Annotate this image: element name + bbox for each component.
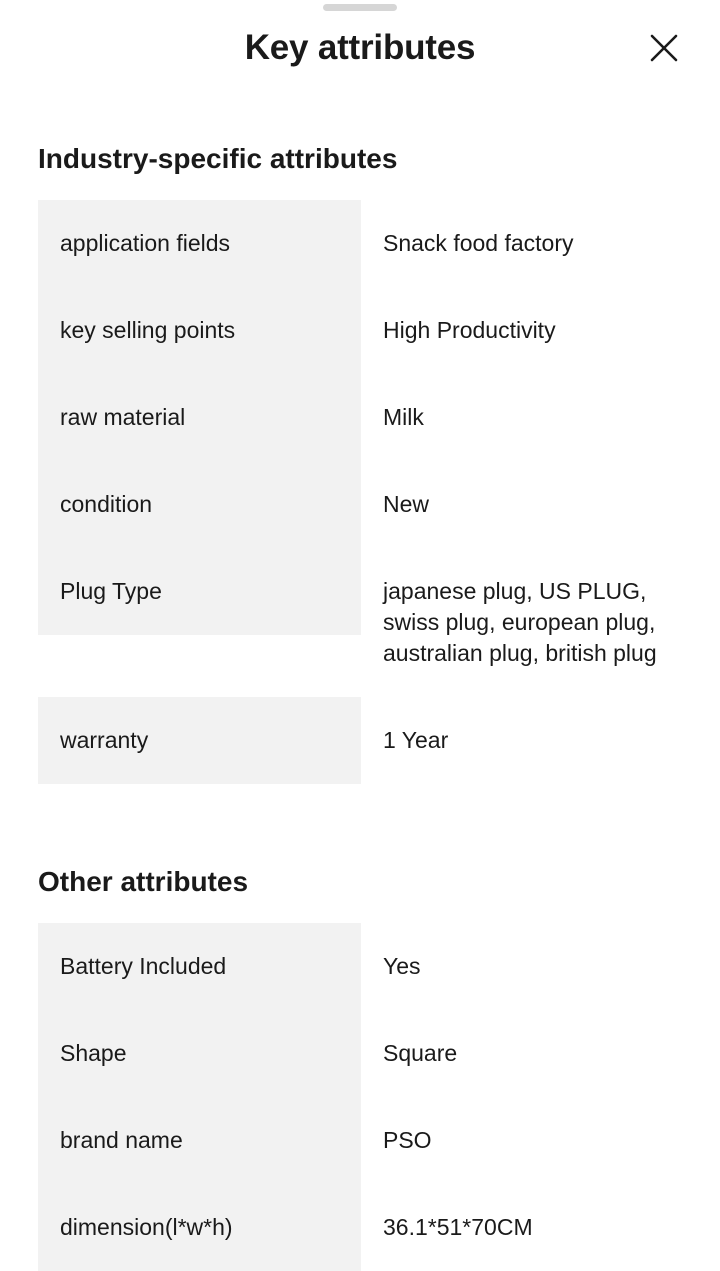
table-row (38, 374, 682, 461)
attribute-value: 1 Year (361, 697, 682, 784)
table-row (38, 1184, 682, 1271)
page-title: Key attributes (244, 28, 476, 67)
attribute-value: Square (361, 1010, 682, 1097)
table-row (38, 461, 682, 548)
attribute-value: Yes (361, 923, 682, 1010)
table-row (38, 548, 682, 697)
section-title-industry: Industry-specific attributes (38, 143, 398, 174)
section-gap (0, 784, 720, 866)
attributes-table-other (38, 923, 682, 1271)
table-row (38, 697, 682, 784)
attribute-value: 36.1*51*70CM (361, 1184, 682, 1271)
table-row (38, 1097, 682, 1184)
industry-specific-attributes-section (0, 143, 720, 784)
attribute-key: Plug Type (38, 548, 361, 635)
other-attributes-section (0, 866, 720, 1271)
attribute-key: brand name (38, 1097, 361, 1184)
attribute-value: japanese plug, US PLUG, swiss plug, european plug, australian plug, british plug (361, 548, 682, 697)
sheet-header (0, 0, 720, 96)
attribute-key: dimension(l*w*h) (38, 1184, 361, 1271)
attribute-value: PSO (361, 1097, 682, 1184)
attribute-key: Shape (38, 1010, 361, 1097)
attribute-key: Battery Included (38, 923, 361, 1010)
attribute-value: New (361, 461, 682, 548)
attribute-key: key selling points (38, 287, 361, 374)
attribute-key: raw material (38, 374, 361, 461)
attribute-value: Snack food factory (361, 200, 682, 287)
attribute-value: Milk (361, 374, 682, 461)
attribute-key: condition (38, 461, 361, 548)
close-icon[interactable] (642, 26, 686, 70)
attribute-key: warranty (38, 697, 361, 784)
attribute-value: High Productivity (361, 287, 682, 374)
table-row (38, 200, 682, 287)
table-row (38, 923, 682, 1010)
section-title-other: Other attributes (38, 866, 249, 897)
attributes-table-industry (38, 200, 682, 784)
attribute-key: application fields (38, 200, 361, 287)
table-row (38, 287, 682, 374)
table-row (38, 1010, 682, 1097)
